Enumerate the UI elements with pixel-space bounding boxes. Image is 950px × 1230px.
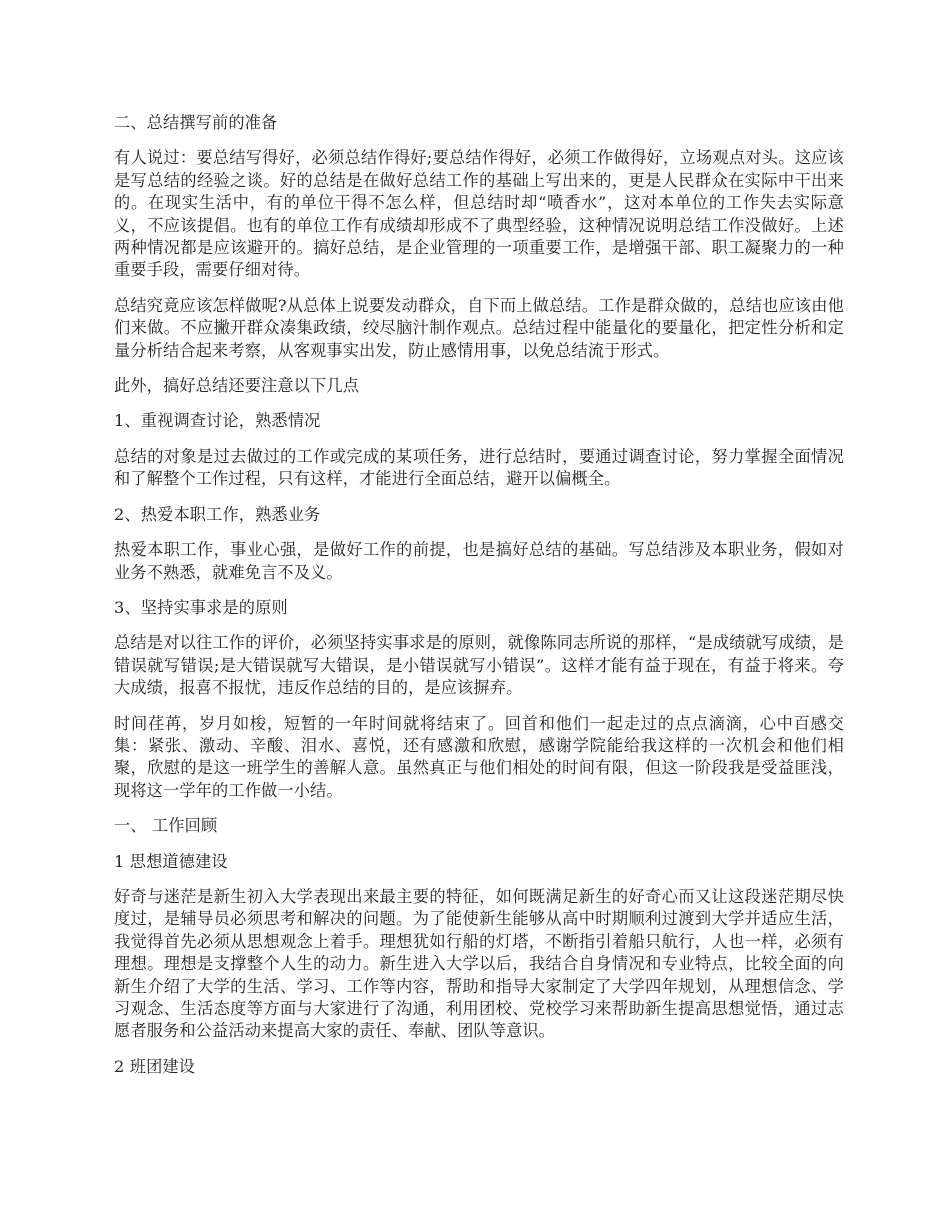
heading-point-1: 1、重视调查讨论，熟悉情况	[114, 411, 321, 431]
heading-class-building: 2 班团建设	[114, 1056, 196, 1076]
heading-work-review: 一、 工作回顾	[114, 816, 218, 836]
heading-additional-points: 此外，搞好总结还要注意以下几点	[114, 376, 360, 396]
heading-point-3: 3、坚持实事求是的原则	[114, 597, 288, 617]
section-heading-preparation: 二、总结撰写前的准备	[114, 113, 278, 132]
document-page	[114, 112, 844, 1091]
paragraph-ideological-moral: 好奇与迷茫是新生初入大学表现出来最主要的特征，如何既满足新生的好奇心而又让这段迷茫期尽快度过，是辅导员必须思考和解决的问题。为了能使新生能够从高中时期顺利过渡到大学并适应生活，我觉得首先必须从思想观念上着手。理想犹如行船的灯塔，不断指引着船只航行，人也一样，必须有理想。理想是支撑整个人生的动力。新生进入大学以后，我结合自身情况和专业特点，比较全面的向新生介绍了大学的生活、学习、工作等内容，帮助和指导大家制定了大学四年规划，从理想信念、学习观念、生活态度等方面与大家进行了沟通，利用团校、党校学习来帮助新生提高思想觉悟，通过志愿者服务和公益活动来提高大家的责任、奉献、团队等意识。	[114, 886, 844, 1041]
paragraph-point-2: 热爱本职工作，事业心强，是做好工作的前提，也是搞好总结的基础。写总结涉及本职业务，假如对业务不熟悉，就难免言不及义。	[114, 540, 844, 582]
paragraph-how-to-summarize: 总结究竟应该怎样做呢?从总体上说要发动群众，自下而上做总结。工作是群众做的，总结也应该由他们来做。不应撇开群众凑集政绩，绞尽脑汁制作观点。总结过程中能量化的要量化，把定性分析和定量分析结合起来考察，从客观事实出发，防止感情用事，以免总结流于形式。	[114, 295, 844, 360]
heading-point-2: 2、热爱本职工作，熟悉业务	[114, 504, 321, 524]
paragraph-good-summary: 有人说过：要总结写得好，必须总结作得好;要总结作得好，必须工作做得好，立场观点对头。这应该是写总结的经验之谈。好的总结是在做好总结工作的基础上写出来的，更是人民群众在实际中干出来的。在现实生活中，有的单位干得不怎么样，但总结时却“喷香水”，这对本单位的工作失去实际意义，不应该提倡。也有的单位工作有成绩却形成不了典型经验，这种情况说明总结工作没做好。上述两种情况都是应该避开的。搞好总结，是企业管理的一项重要工作，是增强干部、职工凝聚力的一种重要手段，需要仔细对待。	[114, 148, 844, 280]
heading-ideological-moral: 1 思想道德建设	[114, 851, 228, 871]
paragraph-point-1: 总结的对象是过去做过的工作或完成的某项任务，进行总结时，要通过调查讨论，努力掌握全面情况和了解整个工作过程，只有这样，才能进行全面总结，避开以偏概全。	[114, 446, 844, 489]
paragraph-year-reflection: 时间荏苒，岁月如梭，短暂的一年时间就将结束了。回首和他们一起走过的点点滴滴，心中百感交集：紧张、激动、辛酸、泪水、喜悦，还有感激和欣慰，感谢学院能给我这样的一次机会和他们相聚，欣慰的是这一班学生的善解人意。虽然真正与他们相处的时间有限，但这一阶段我是受益匪浅，现将这一学年的工作做一小结。	[114, 713, 844, 800]
paragraph-point-3: 总结是对以往工作的评价，必须坚持实事求是的原则，就像陈同志所说的那样，“是成绩就写成绩，是错误就写错误;是大错误就写大错误，是小错误就写小错误”。这样才能有益于现在，有益于将来。夸大成绩，报喜不报忧，违反作总结的目的，是应该摒弃。	[114, 633, 844, 698]
